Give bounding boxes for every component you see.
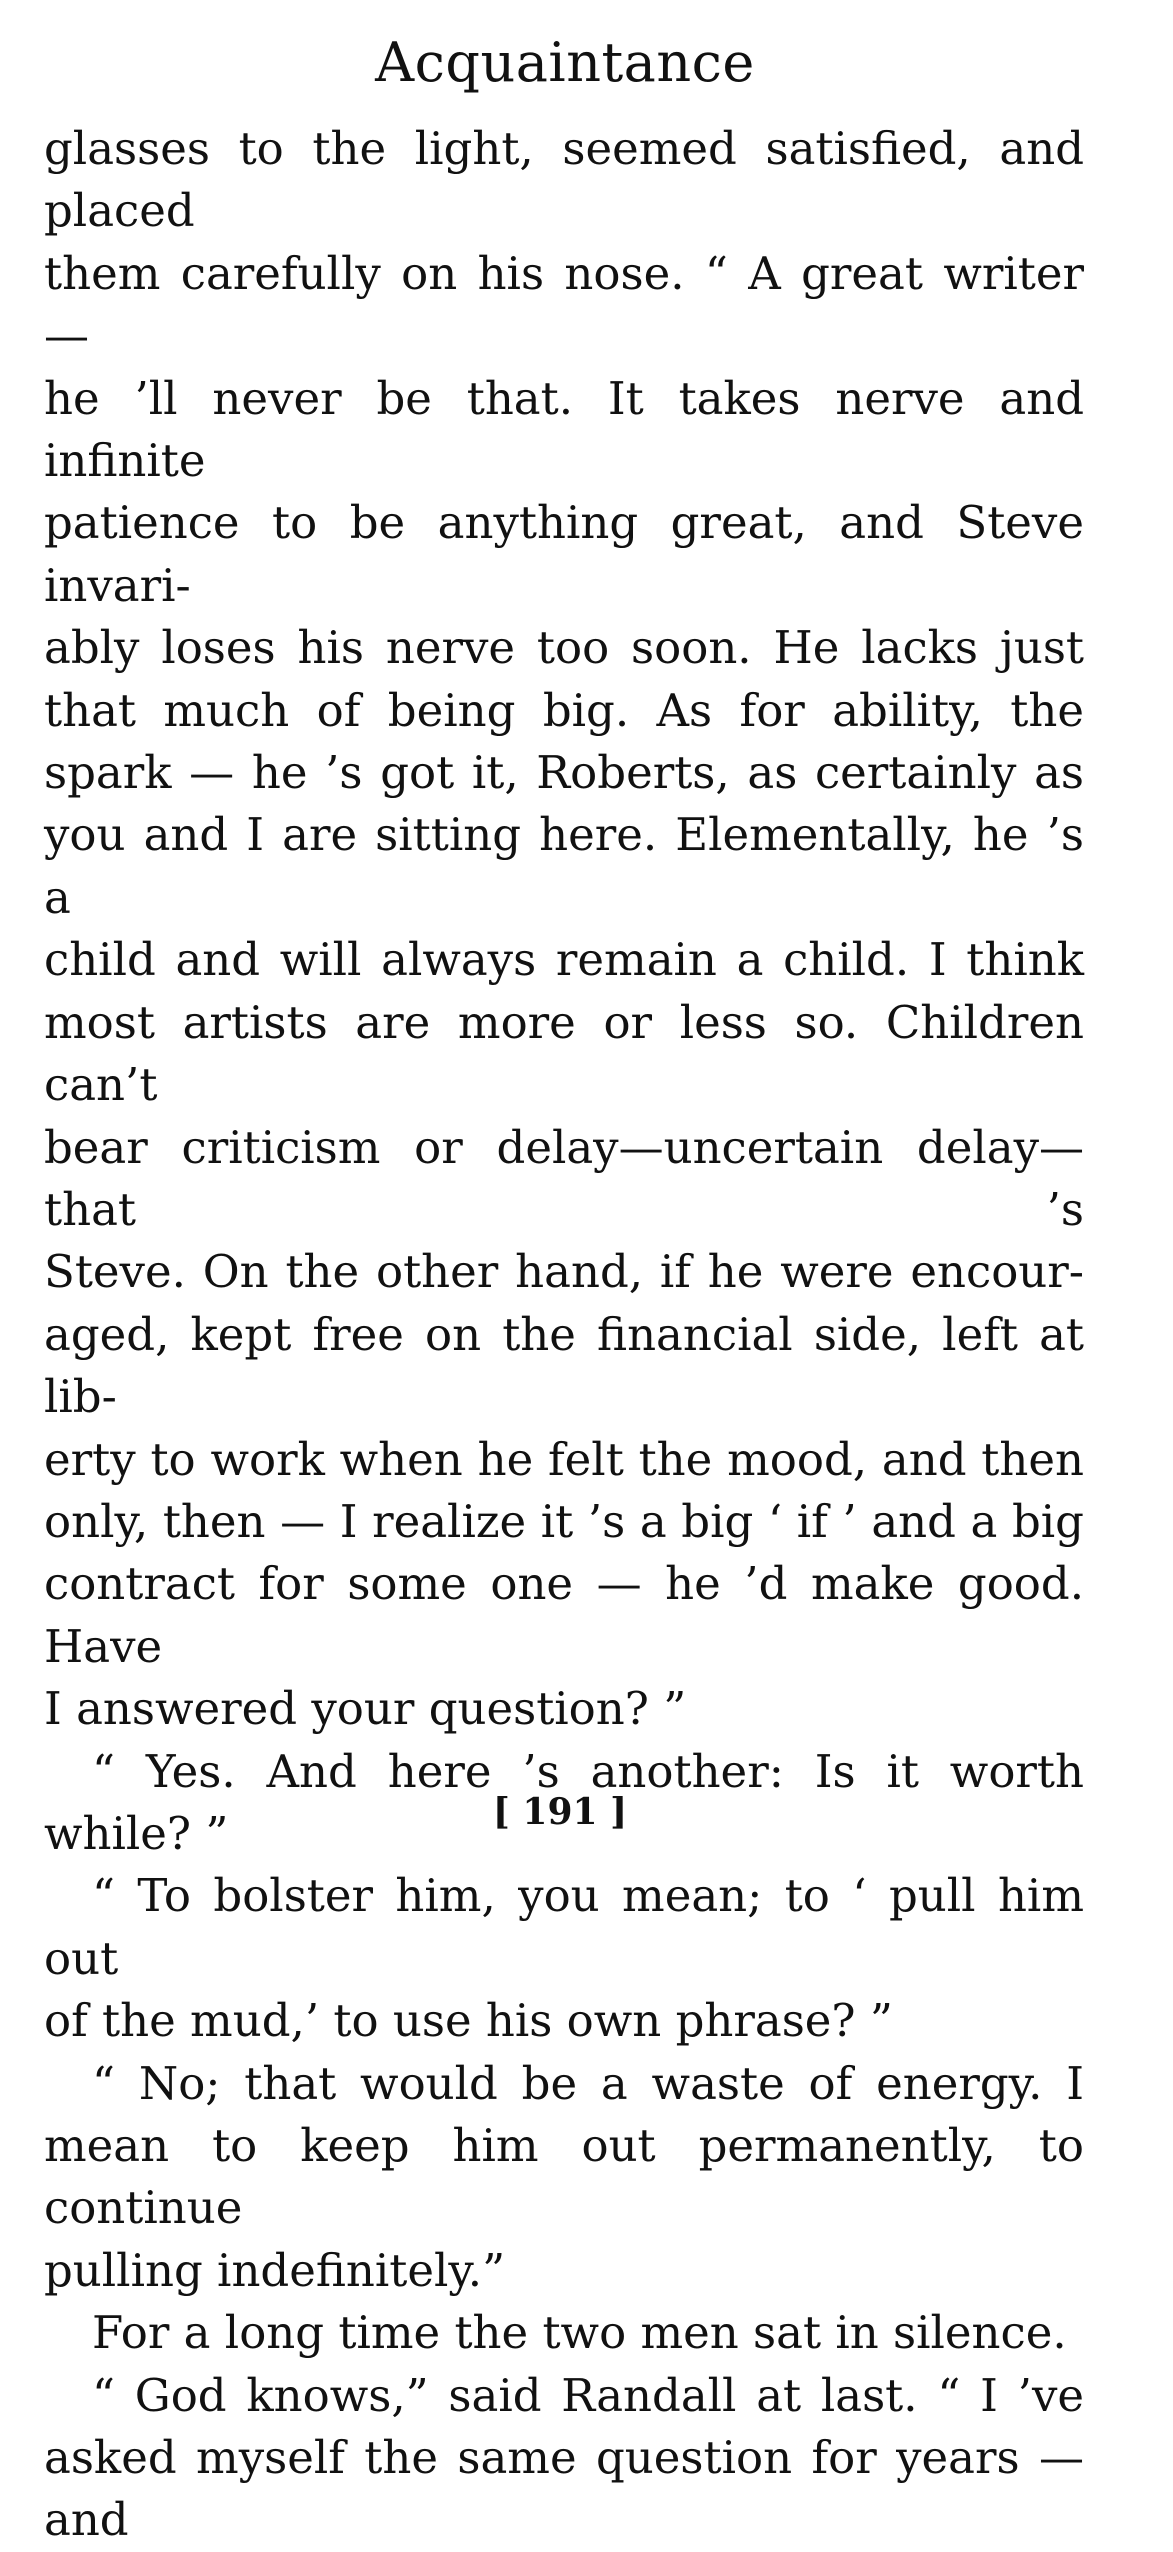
text-line: that much of being big. As for ability, the xyxy=(44,683,1084,737)
text-line: he ’ll never be that. It takes nerve and infinite xyxy=(44,371,1084,488)
text-line: while? ” xyxy=(44,1806,229,1860)
text-line: erty to work when he felt the mood, and then xyxy=(44,1432,1084,1486)
text-line: aged, kept free on the financial side, left at lib- xyxy=(44,1307,1084,1424)
text-line: “ To bolster him, you mean; to ‘ pull him out xyxy=(44,1869,1084,1985)
text-line: of the mud,’ to use his own phrase? ” xyxy=(44,1994,893,2048)
text-line: I answered your question? ” xyxy=(44,1682,687,1736)
text-line: “ Yes. And here ’s another: Is it worth xyxy=(92,1744,1084,1798)
page-number: [ 191 ] xyxy=(492,1791,628,1833)
text-line: Steve. On the other hand, if he were encour- xyxy=(44,1245,1084,1299)
text-line: child and will always remain a child. I think xyxy=(44,933,1084,987)
paragraph-dialogue xyxy=(44,2365,1084,2552)
text-line: contract for some one — he ’d make good. Have xyxy=(44,1557,1084,1673)
text-line: pulling indefinitely.” xyxy=(44,2243,506,2297)
text-line: them carefully on his nose. “ A great writer — xyxy=(44,246,1084,363)
text-line: spark — he ’s got it, Roberts, as certainly as xyxy=(44,746,1084,800)
text-line: asked myself the same question for years — and xyxy=(44,2431,1084,2547)
text-line: only, then — I realize it ’s a big ‘ if ’ and a big xyxy=(44,1494,1084,1548)
text-line: “ No; that would be a waste of energy. I xyxy=(92,2056,1084,2110)
paragraph-dialogue xyxy=(44,2053,1084,2303)
paragraph-continued xyxy=(44,118,1084,1741)
running-head-title: Acquaintance xyxy=(375,31,755,94)
paragraph-dialogue xyxy=(44,1865,1084,2052)
text-line: you and I are sitting here. Elementally, he ’s a xyxy=(44,808,1084,924)
text-line: mean to keep him out permanently, to continue xyxy=(44,2119,1084,2235)
text-line: ably loses his nerve too soon. He lacks just xyxy=(44,621,1084,675)
paragraph-narration xyxy=(44,2302,1084,2364)
text-line: “ God knows,” said Randall at last. “ I ’ve xyxy=(92,2368,1084,2422)
text-line: most artists are more or less so. Children can’t xyxy=(44,995,1084,1112)
text-line: bear criticism or delay—uncertain delay—that ’s xyxy=(44,1120,1084,1236)
text-line: patience to be anything great, and Steve invari- xyxy=(44,496,1084,612)
body-text xyxy=(44,118,1084,2552)
text-line: glasses to the light, seemed satisfied, and placed xyxy=(44,122,1084,238)
text-line: For a long time the two men sat in silence. xyxy=(92,2306,1067,2360)
